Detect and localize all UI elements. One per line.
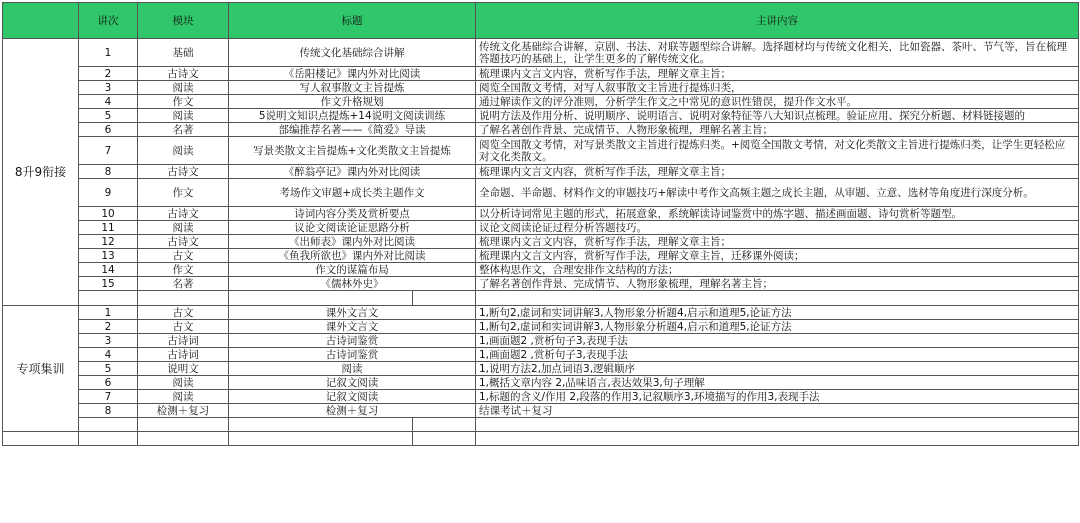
empty-cell: [138, 432, 229, 446]
lecture-number: 7: [79, 137, 138, 165]
content-cell: 1,标题的含义/作用 2,段落的作用3,记叙顺序3,环境描写的作用3,表现手法: [476, 390, 1079, 404]
table-row: [3, 334, 1079, 348]
module-cell: 阅读: [138, 221, 229, 235]
module-cell: 名著: [138, 277, 229, 291]
title-cell: 《鱼我所欲也》课内外对比阅读: [229, 249, 476, 263]
table-row: [3, 67, 1079, 81]
title-cell: 《出师表》课内外对比阅读: [229, 235, 476, 249]
table-row: [3, 123, 1079, 137]
module-cell: 古诗文: [138, 207, 229, 221]
table-row: [3, 95, 1079, 109]
title-cell: 检测＋复习: [229, 404, 476, 418]
title-cell: 作文的谋篇布局: [229, 263, 476, 277]
empty-cell: [413, 432, 476, 446]
table-row: [3, 348, 1079, 362]
module-cell: 阅读: [138, 81, 229, 95]
lecture-number: 3: [79, 81, 138, 95]
table-row: [3, 221, 1079, 235]
module-cell: 说明文: [138, 362, 229, 376]
lecture-number: 13: [79, 249, 138, 263]
empty-cell: [229, 432, 413, 446]
module-cell: 古诗文: [138, 67, 229, 81]
table-header-row: [3, 3, 1079, 39]
content-cell: 结课考试＋复习: [476, 404, 1079, 418]
module-cell: 阅读: [138, 390, 229, 404]
module-cell: 名著: [138, 123, 229, 137]
title-cell: 《儒林外史》: [229, 277, 476, 291]
content-cell: 通过解读作文的评分准则，分析学生作文之中常见的意识性错误，提升作文水平。: [476, 95, 1079, 109]
content-cell: 说明方法及作用分析、说明顺序、说明语言、说明对象特征等八大知识点梳理。验证应用、探究分析题、材料链接题的: [476, 109, 1079, 123]
lecture-number: 1: [79, 306, 138, 320]
table-row: [3, 263, 1079, 277]
table-row: [3, 362, 1079, 376]
title-cell: 课外文言文: [229, 320, 476, 334]
module-cell: 作文: [138, 263, 229, 277]
title-cell: 记叙文阅读: [229, 376, 476, 390]
table-body: [3, 39, 1079, 446]
header-title: 标题: [229, 3, 476, 39]
title-cell: 部编推荐名著——《简爱》导读: [229, 123, 476, 137]
lecture-number: 10: [79, 207, 138, 221]
header-lecture-no: 讲次: [79, 3, 138, 39]
blank-row: [3, 432, 1079, 446]
content-cell: 全命题、半命题、材料作文的审题技巧+解读中考作文高频主题之成长主题，从审题、立意、选材等角度进行深度分析。: [476, 179, 1079, 207]
table-row: [3, 306, 1079, 320]
lecture-number: 14: [79, 263, 138, 277]
empty-cell: [3, 432, 79, 446]
lecture-number: 7: [79, 390, 138, 404]
content-cell: 梳理课内文言文内容，赏析写作手法，理解文章主旨，迁移课外阅读；: [476, 249, 1079, 263]
empty-cell: [229, 291, 413, 306]
lecture-number: 11: [79, 221, 138, 235]
module-cell: 基础: [138, 39, 229, 67]
empty-cell: [413, 291, 476, 306]
lecture-number: 4: [79, 95, 138, 109]
content-cell: 1,概括文章内容 2,品味语言,表达效果3,句子理解: [476, 376, 1079, 390]
empty-cell: [229, 418, 413, 432]
table-row: [3, 81, 1079, 95]
content-cell: 议论文阅读论证过程分析答题技巧。: [476, 221, 1079, 235]
group-label: 专项集训: [3, 306, 79, 432]
table-row: [3, 249, 1079, 263]
title-cell: 阅读: [229, 362, 476, 376]
empty-cell: [79, 418, 138, 432]
lecture-number: 4: [79, 348, 138, 362]
lecture-number: 9: [79, 179, 138, 207]
empty-cell: [413, 418, 476, 432]
title-cell: 考场作文审题+成长类主题作文: [229, 179, 476, 207]
content-cell: 阅览全国散文考情，对写景类散文主旨进行提炼归类。+阅览全国散文考情，对文化类散文主旨进行提炼归类，让学生更轻松应对文化类散文。: [476, 137, 1079, 165]
empty-cell: [79, 432, 138, 446]
table-row: [3, 404, 1079, 418]
content-cell: 梳理课内文言文内容，赏析写作手法，理解文章主旨；: [476, 165, 1079, 179]
header-module: 模块: [138, 3, 229, 39]
lecture-number: 6: [79, 123, 138, 137]
lecture-number: 8: [79, 404, 138, 418]
title-cell: 记叙文阅读: [229, 390, 476, 404]
module-cell: 作文: [138, 179, 229, 207]
title-cell: 写景类散文主旨提炼+文化类散文主旨提炼: [229, 137, 476, 165]
empty-cell: [476, 432, 1079, 446]
table-row: [3, 376, 1079, 390]
module-cell: 古诗词: [138, 334, 229, 348]
lecture-number: 8: [79, 165, 138, 179]
table-row: [3, 165, 1079, 179]
table-row: [3, 390, 1079, 404]
title-cell: 《岳阳楼记》课内外对比阅读: [229, 67, 476, 81]
title-cell: 诗词内容分类及赏析要点: [229, 207, 476, 221]
module-cell: 阅读: [138, 137, 229, 165]
table-row: [3, 109, 1079, 123]
table-row: [3, 277, 1079, 291]
empty-cell: [476, 291, 1079, 306]
title-cell: 古诗词鉴赏: [229, 348, 476, 362]
module-cell: 古诗文: [138, 165, 229, 179]
content-cell: 1,画面题2 ,赏析句子3,表现手法: [476, 348, 1079, 362]
content-cell: 梳理课内文言文内容，赏析写作手法，理解文章主旨；: [476, 235, 1079, 249]
title-cell: 5说明文知识点提炼+14说明文阅读训练: [229, 109, 476, 123]
title-cell: 议论文阅读论证思路分析: [229, 221, 476, 235]
lecture-number: 15: [79, 277, 138, 291]
title-cell: 古诗词鉴赏: [229, 334, 476, 348]
content-cell: 梳理课内文言文内容，赏析写作手法，理解文章主旨；: [476, 67, 1079, 81]
title-cell: 作文升格规划: [229, 95, 476, 109]
content-cell: 以分析诗词常见主题的形式，拓展意象，系统解读诗词鉴赏中的炼字题、描述画面题、诗句赏析等题型。: [476, 207, 1079, 221]
empty-cell: [79, 291, 138, 306]
content-cell: 了解名著创作背景、完成情节、人物形象梳理，理解名著主旨；: [476, 123, 1079, 137]
table-row: [3, 320, 1079, 334]
module-cell: 古文: [138, 249, 229, 263]
content-cell: 1,断句2,虚词和实词讲解3,人物形象分析题4,启示和道理5,论证方法: [476, 306, 1079, 320]
empty-cell: [138, 291, 229, 306]
module-cell: 古文: [138, 320, 229, 334]
content-cell: 阅览全国散文考情，对写人叙事散文主旨进行提炼归类，: [476, 81, 1079, 95]
blank-row: [3, 418, 1079, 432]
lecture-number: 6: [79, 376, 138, 390]
content-cell: 传统文化基础综合讲解，京剧、书法、对联等题型综合讲解。选择题材均与传统文化相关，比如瓷器、茶叶、节气等，旨在梳理答题技巧的基础上，让学生更多的了解传统文化。: [476, 39, 1079, 67]
module-cell: 古诗文: [138, 235, 229, 249]
content-cell: 整体构思作文，合理安排作文结构的方法；: [476, 263, 1079, 277]
table-row: [3, 207, 1079, 221]
title-cell: 课外文言文: [229, 306, 476, 320]
table-row: [3, 179, 1079, 207]
content-cell: 1,画面题2 ,赏析句子3,表现手法: [476, 334, 1079, 348]
module-cell: 古诗词: [138, 348, 229, 362]
module-cell: 阅读: [138, 376, 229, 390]
empty-cell: [138, 418, 229, 432]
lecture-number: 3: [79, 334, 138, 348]
lecture-number: 2: [79, 320, 138, 334]
group-label: 8升9衔接: [3, 39, 79, 306]
header-blank: [3, 3, 79, 39]
title-cell: 写人叙事散文主旨提炼: [229, 81, 476, 95]
header-content: 主讲内容: [476, 3, 1079, 39]
table-row: [3, 235, 1079, 249]
content-cell: 1,说明方法2,加点词语3,逻辑顺序: [476, 362, 1079, 376]
module-cell: 阅读: [138, 109, 229, 123]
module-cell: 古文: [138, 306, 229, 320]
blank-row: [3, 291, 1079, 306]
content-cell: 1,断句2,虚词和实词讲解3,人物形象分析题4,启示和道理5,论证方法: [476, 320, 1079, 334]
table-row: [3, 137, 1079, 165]
lecture-number: 5: [79, 362, 138, 376]
lecture-number: 1: [79, 39, 138, 67]
table-row: [3, 39, 1079, 67]
module-cell: 检测＋复习: [138, 404, 229, 418]
module-cell: 作文: [138, 95, 229, 109]
lecture-number: 12: [79, 235, 138, 249]
lecture-number: 5: [79, 109, 138, 123]
empty-cell: [476, 418, 1079, 432]
title-cell: 《醉翁亭记》课内外对比阅读: [229, 165, 476, 179]
course-table: [2, 2, 1079, 446]
title-cell: 传统文化基础综合讲解: [229, 39, 476, 67]
lecture-number: 2: [79, 67, 138, 81]
content-cell: 了解名著创作背景、完成情节、人物形象梳理，理解名著主旨；: [476, 277, 1079, 291]
